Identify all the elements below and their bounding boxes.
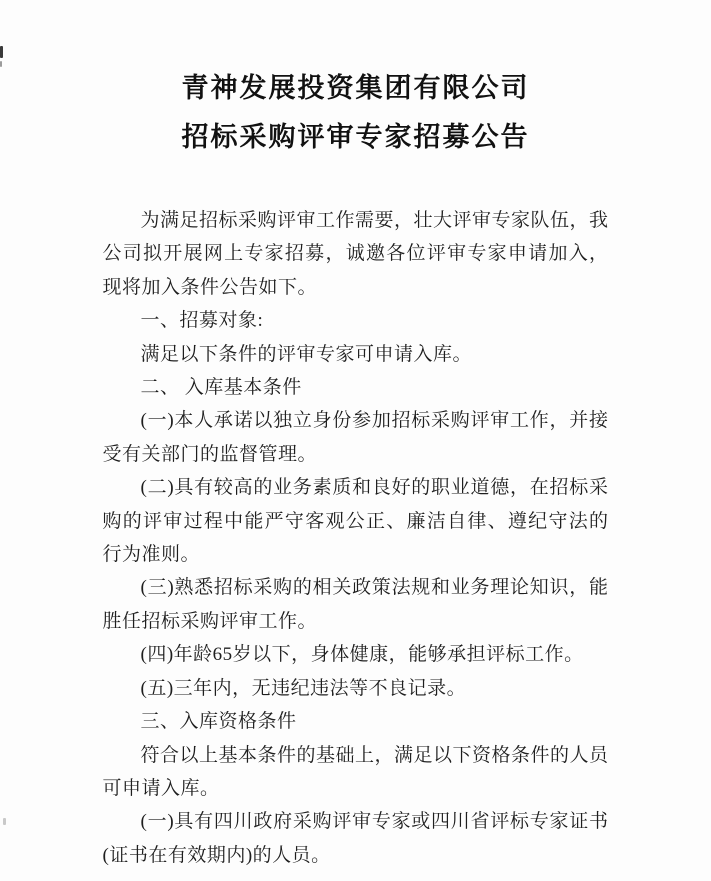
scan-artifact-mark	[3, 818, 6, 825]
paragraph-condition-4: (四)年龄65岁以下，身体健康，能够承担评标工作。	[140, 644, 584, 666]
scan-artifact-mark	[0, 61, 2, 67]
document-body	[103, 204, 609, 872]
paragraph-qualification-1: (一)具有四川政府采购评审专家或四川省评标专家证书(证书在有效期内)的人员。	[102, 811, 609, 866]
paragraph-condition-3: (三)熟悉招标采购的相关政策法规和业务理论知识，能胜任招标采购评审工作。	[102, 577, 609, 632]
paragraph-condition-5: (五)三年内，无违纪违法等不良记录。	[140, 677, 467, 699]
document-title-block	[0, 0, 711, 162]
paragraph-intro: 为满足招标采购评审工作需要，壮大评审专家队伍，我公司拟开展网上专家招募，诚邀各位评审专家申请加入，现将加入条件公告如下。	[102, 210, 609, 298]
document-title-company: 青神发展投资集团有限公司	[181, 73, 530, 103]
heading-section-1: 一、招募对象:	[140, 310, 264, 332]
heading-section-3: 三、入库资格条件	[140, 711, 297, 733]
heading-section-2: 二、 入库基本条件	[140, 377, 302, 399]
paragraph-section-3: 符合以上基本条件的基础上，满足以下资格条件的人员可申请入库。	[102, 744, 609, 799]
scan-artifact-mark	[0, 46, 3, 58]
paragraph-section-1: 满足以下条件的评审专家可申请入库。	[140, 343, 473, 365]
paragraph-condition-1: (一)本人承诺以独立身份参加招标采购评审工作，并接受有关部门的监督管理。	[102, 410, 609, 465]
paragraph-condition-2: (二)具有较高的业务素质和良好的职业道德，在招标采购的评审过程中能严守客观公正、廉洁自律、遵纪守法的行为准则。	[102, 477, 609, 566]
document-title-notice: 招标采购评审专家招募公告	[181, 122, 530, 152]
